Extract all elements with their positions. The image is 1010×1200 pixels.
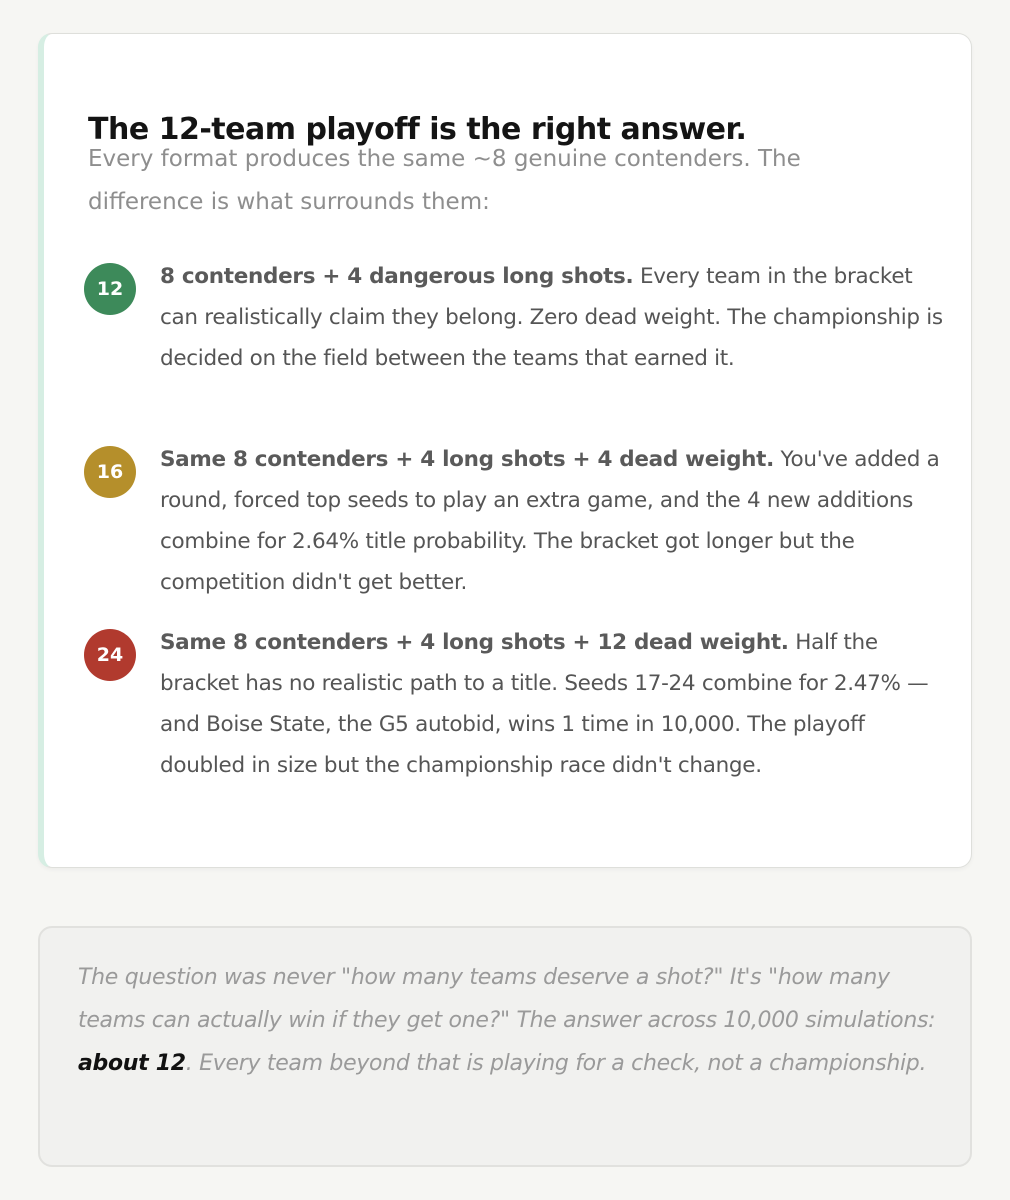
conclusion-tail: . Every team beyond that is playing for a check, not a championship.	[185, 1051, 927, 1076]
item-body: Every team in the bracket can realistically claim they belong. Zero dead weight. The championship is decided on the field between the teams that earned it.	[160, 264, 943, 371]
item-text	[160, 256, 950, 379]
item-text	[160, 622, 950, 786]
conclusion-callout	[38, 926, 972, 1167]
summary-card	[38, 33, 972, 868]
item-body: You've added a round, forced top seeds to play an extra game, and the 4 new additions combine for 2.64% title probability. The bracket got longer but the competition didn't get better.	[160, 447, 940, 595]
item-bold-lead: 8 contenders + 4 dangerous long shots.	[160, 264, 634, 289]
card-intro: Every format produces the same ~8 genuine contenders. The difference is what surrounds them:	[88, 146, 801, 215]
conclusion-text	[78, 956, 938, 1085]
conclusion-lead: The question was never "how many teams deserve a shot?" It's "how many teams can actually win if they get one?" The answer across 10,000 simulations:	[78, 965, 936, 1033]
card-title: The 12-team playoff is the right answer.	[88, 112, 747, 147]
item-bold-lead: Same 8 contenders + 4 long shots + 4 dead weight.	[160, 447, 775, 472]
item-body: Half the bracket has no realistic path to a title. Seeds 17-24 combine for 2.47% — and Boise State, the G5 autobid, wins 1 time in 10,000. The playoff doubled in size but the championship race didn't change.	[160, 630, 929, 778]
badge-16: 16	[84, 446, 136, 498]
badge-12: 12	[84, 263, 136, 315]
item-text	[160, 439, 950, 603]
item-bold-lead: Same 8 contenders + 4 long shots + 12 dead weight.	[160, 630, 789, 655]
conclusion-emphasis: about 12	[78, 1051, 186, 1076]
badge-24: 24	[84, 629, 136, 681]
